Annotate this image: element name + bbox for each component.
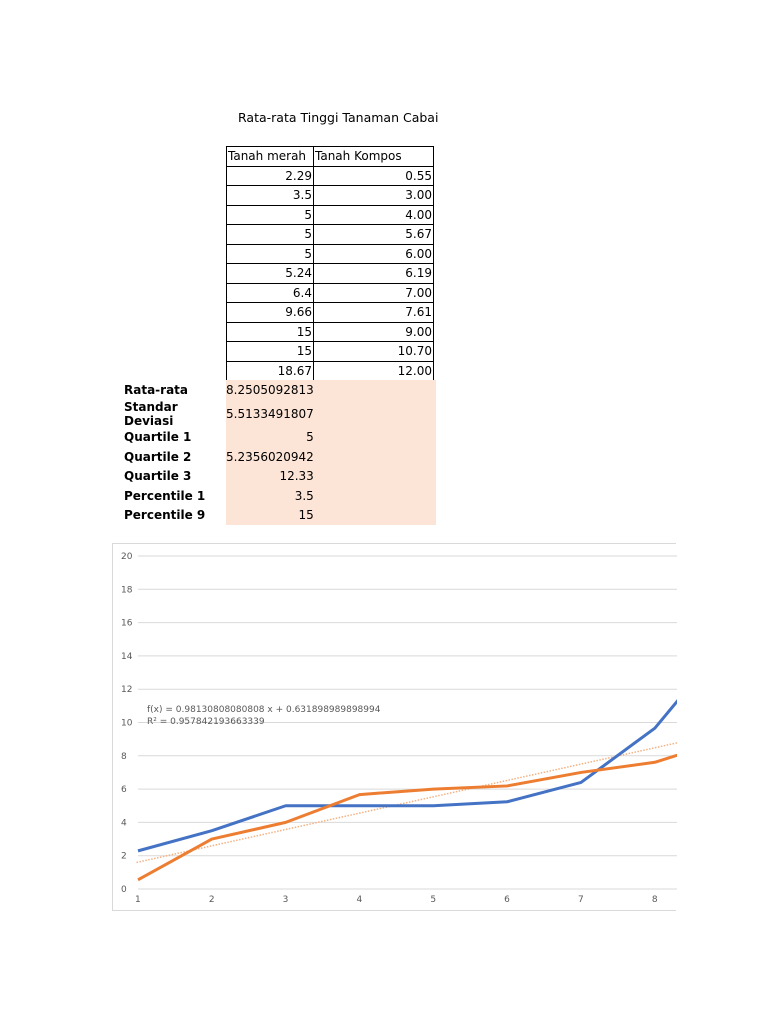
- cell-tanah-merah[interactable]: 18.67: [227, 361, 314, 381]
- table-row: [227, 361, 434, 381]
- stat-label-quartile-3: Quartile 3: [124, 469, 192, 484]
- header-tanah-merah[interactable]: Tanah merah: [227, 147, 314, 167]
- x-tick-label: 1: [135, 895, 141, 905]
- stat-empty-cell[interactable]: [316, 447, 436, 467]
- x-tick-label: 6: [504, 895, 510, 905]
- cell-tanah-kompos[interactable]: 7.00: [314, 283, 434, 303]
- y-tick-label: 14: [121, 651, 133, 662]
- cell-tanah-kompos[interactable]: 12.00: [314, 361, 434, 381]
- cell-tanah-merah[interactable]: 15: [227, 342, 314, 362]
- cell-tanah-kompos[interactable]: 10.70: [314, 342, 434, 362]
- stat-empty-cell[interactable]: [316, 506, 436, 526]
- y-tick-label: 12: [121, 685, 133, 696]
- trendline: [137, 743, 677, 863]
- cell-tanah-merah[interactable]: 5: [227, 205, 314, 225]
- x-tick-label: 8: [651, 895, 658, 905]
- cell-tanah-kompos[interactable]: 7.61: [314, 303, 434, 323]
- cell-tanah-merah[interactable]: 3.5: [227, 186, 314, 206]
- chart-canvas: [113, 544, 677, 912]
- stat-empty-cell[interactable]: [316, 428, 436, 448]
- stat-empty-cell[interactable]: [316, 400, 436, 428]
- stat-label-quartile-2: Quartile 2: [124, 449, 192, 464]
- stat-label-percentile-9: Percentile 9: [124, 508, 206, 523]
- cell-tanah-merah[interactable]: 5: [227, 225, 314, 245]
- x-tick-label: 4: [356, 895, 363, 905]
- stat-empty-cell[interactable]: [316, 380, 436, 400]
- line-chart[interactable]: [112, 543, 676, 911]
- stats-table: [124, 380, 436, 525]
- stat-empty-cell[interactable]: [316, 486, 436, 506]
- data-table: [226, 146, 434, 381]
- stat-value-quartile-1[interactable]: 5: [226, 428, 316, 448]
- cell-tanah-kompos[interactable]: 6.19: [314, 264, 434, 284]
- table-row: [227, 264, 434, 284]
- table-row: [227, 166, 434, 186]
- table-row: [227, 283, 434, 303]
- table-row: [227, 244, 434, 264]
- cell-tanah-kompos[interactable]: 5.67: [314, 225, 434, 245]
- y-tick-label: 4: [121, 818, 127, 829]
- stat-label-standar-deviasi: Standar Deviasi: [124, 399, 178, 428]
- y-tick-label: 10: [121, 718, 133, 729]
- stat-row: [124, 447, 436, 467]
- stat-row: [124, 428, 436, 448]
- cell-tanah-kompos[interactable]: 9.00: [314, 322, 434, 342]
- cell-tanah-merah[interactable]: 6.4: [227, 283, 314, 303]
- cell-tanah-merah[interactable]: 15: [227, 322, 314, 342]
- table-row: [227, 186, 434, 206]
- stat-empty-cell[interactable]: [316, 467, 436, 487]
- cell-tanah-kompos[interactable]: 4.00: [314, 205, 434, 225]
- sheet-title: Rata-rata Tinggi Tanaman Cabai: [238, 110, 439, 125]
- stat-value-percentile-9[interactable]: 15: [226, 506, 316, 526]
- stat-label-quartile-1: Quartile 1: [124, 430, 192, 445]
- cell-tanah-kompos[interactable]: 0.55: [314, 166, 434, 186]
- y-tick-label: 2: [121, 851, 127, 862]
- header-tanah-kompos[interactable]: Tanah Kompos: [314, 147, 434, 167]
- stat-value-quartile-3[interactable]: 12.33: [226, 467, 316, 487]
- table-header-row: [227, 147, 434, 167]
- stat-value-percentile-1[interactable]: 3.5: [226, 486, 316, 506]
- x-tick-label: 5: [430, 895, 437, 905]
- y-tick-label: 6: [121, 785, 127, 796]
- stat-row: [124, 506, 436, 526]
- stat-row: [124, 467, 436, 487]
- y-tick-label: 0: [121, 885, 127, 895]
- cell-tanah-kompos[interactable]: 3.00: [314, 186, 434, 206]
- stat-value-rata-rata[interactable]: 8.2505092813: [226, 380, 316, 400]
- trendline-equation: f(x) = 0.98130808080808 x + 0.631898989898994: [147, 705, 381, 715]
- stat-label-percentile-1: Percentile 1: [124, 488, 206, 503]
- table-row: [227, 225, 434, 245]
- stat-row: [124, 380, 436, 400]
- cell-tanah-merah[interactable]: 5.24: [227, 264, 314, 284]
- cell-tanah-merah[interactable]: 5: [227, 244, 314, 264]
- cell-tanah-merah[interactable]: 9.66: [227, 303, 314, 323]
- x-tick-label: 7: [578, 895, 584, 905]
- y-tick-label: 18: [121, 585, 133, 596]
- y-tick-label: 20: [121, 552, 133, 562]
- stat-value-quartile-2[interactable]: 5.2356020942: [226, 447, 316, 467]
- table-row: [227, 205, 434, 225]
- table-row: [227, 303, 434, 323]
- y-tick-label: 16: [121, 618, 133, 629]
- table-row: [227, 342, 434, 362]
- x-tick-label: 2: [208, 895, 215, 905]
- cell-tanah-kompos[interactable]: 6.00: [314, 244, 434, 264]
- stat-value-standar-deviasi[interactable]: 5.5133491807: [226, 400, 316, 428]
- x-tick-label: 3: [282, 895, 289, 905]
- stat-row: [124, 486, 436, 506]
- y-tick-label: 8: [121, 751, 127, 762]
- table-row: [227, 322, 434, 342]
- stat-label-rata-rata: Rata-rata: [124, 382, 189, 397]
- trendline-r-squared: R² = 0.957842193663339: [147, 717, 265, 727]
- cell-tanah-merah[interactable]: 2.29: [227, 166, 314, 186]
- stat-row: [124, 400, 436, 428]
